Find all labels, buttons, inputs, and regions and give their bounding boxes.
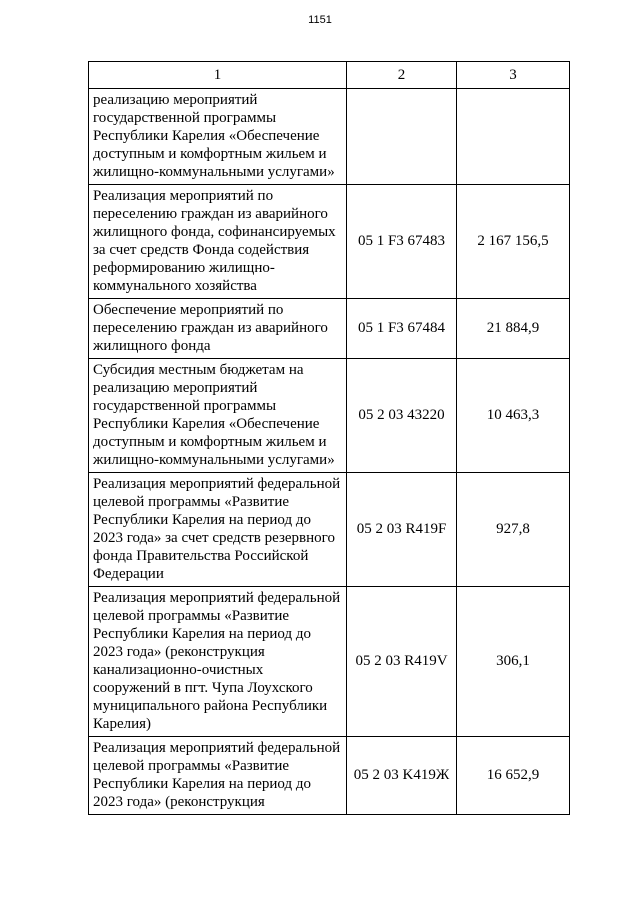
row-description: Реализация мероприятий федеральной целевой программы «Развитие Республики Карелия на период до 2023 года» (реконструкция bbox=[89, 737, 347, 815]
column-header-3: 3 bbox=[457, 62, 570, 89]
row-description: Субсидия местным бюджетам на реализацию мероприятий государственной программы Республики Карелия «Обеспечение доступным и комфортным жильем и жилищно-коммунальными услугами» bbox=[89, 359, 347, 473]
row-description: Реализация мероприятий по переселению граждан из аварийного жилищного фонда, софинансируемых за счет средств Фонда содействия реформированию жилищно-коммунального хозяйства bbox=[89, 185, 347, 299]
table-row bbox=[89, 473, 570, 587]
row-amount: 10 463,3 bbox=[457, 359, 570, 473]
row-amount bbox=[457, 89, 570, 185]
row-amount: 306,1 bbox=[457, 587, 570, 737]
row-code: 05 1 F3 67484 bbox=[347, 299, 457, 359]
table-row bbox=[89, 587, 570, 737]
column-header-2: 2 bbox=[347, 62, 457, 89]
row-description: реализацию мероприятий государственной программы Республики Карелия «Обеспечение доступным и комфортным жильем и жилищно-коммунальными услугами» bbox=[89, 89, 347, 185]
row-description: Реализация мероприятий федеральной целевой программы «Развитие Республики Карелия на период до 2023 года» за счет средств резервного фонда Правительства Российской Федерации bbox=[89, 473, 347, 587]
row-code: 05 2 03 43220 bbox=[347, 359, 457, 473]
page-number: 1151 bbox=[308, 14, 332, 26]
table-row bbox=[89, 737, 570, 815]
row-code: 05 2 03 R419V bbox=[347, 587, 457, 737]
table-row bbox=[89, 299, 570, 359]
row-code: 05 2 03 R419F bbox=[347, 473, 457, 587]
table-row bbox=[89, 359, 570, 473]
row-code: 05 1 F3 67483 bbox=[347, 185, 457, 299]
table-header-row bbox=[89, 62, 570, 89]
row-amount: 2 167 156,5 bbox=[457, 185, 570, 299]
row-description: Реализация мероприятий федеральной целевой программы «Развитие Республики Карелия на период до 2023 года» (реконструкция канализационно-очистных сооружений в пгт. Чупа Лоухского муниципального района Республики Карелия) bbox=[89, 587, 347, 737]
row-amount: 21 884,9 bbox=[457, 299, 570, 359]
table-row bbox=[89, 89, 570, 185]
table-row bbox=[89, 185, 570, 299]
row-code bbox=[347, 89, 457, 185]
budget-table bbox=[88, 61, 570, 815]
row-amount: 16 652,9 bbox=[457, 737, 570, 815]
column-header-1: 1 bbox=[89, 62, 347, 89]
row-code: 05 2 03 K419Ж bbox=[347, 737, 457, 815]
row-description: Обеспечение мероприятий по переселению граждан из аварийного жилищного фонда bbox=[89, 299, 347, 359]
row-amount: 927,8 bbox=[457, 473, 570, 587]
